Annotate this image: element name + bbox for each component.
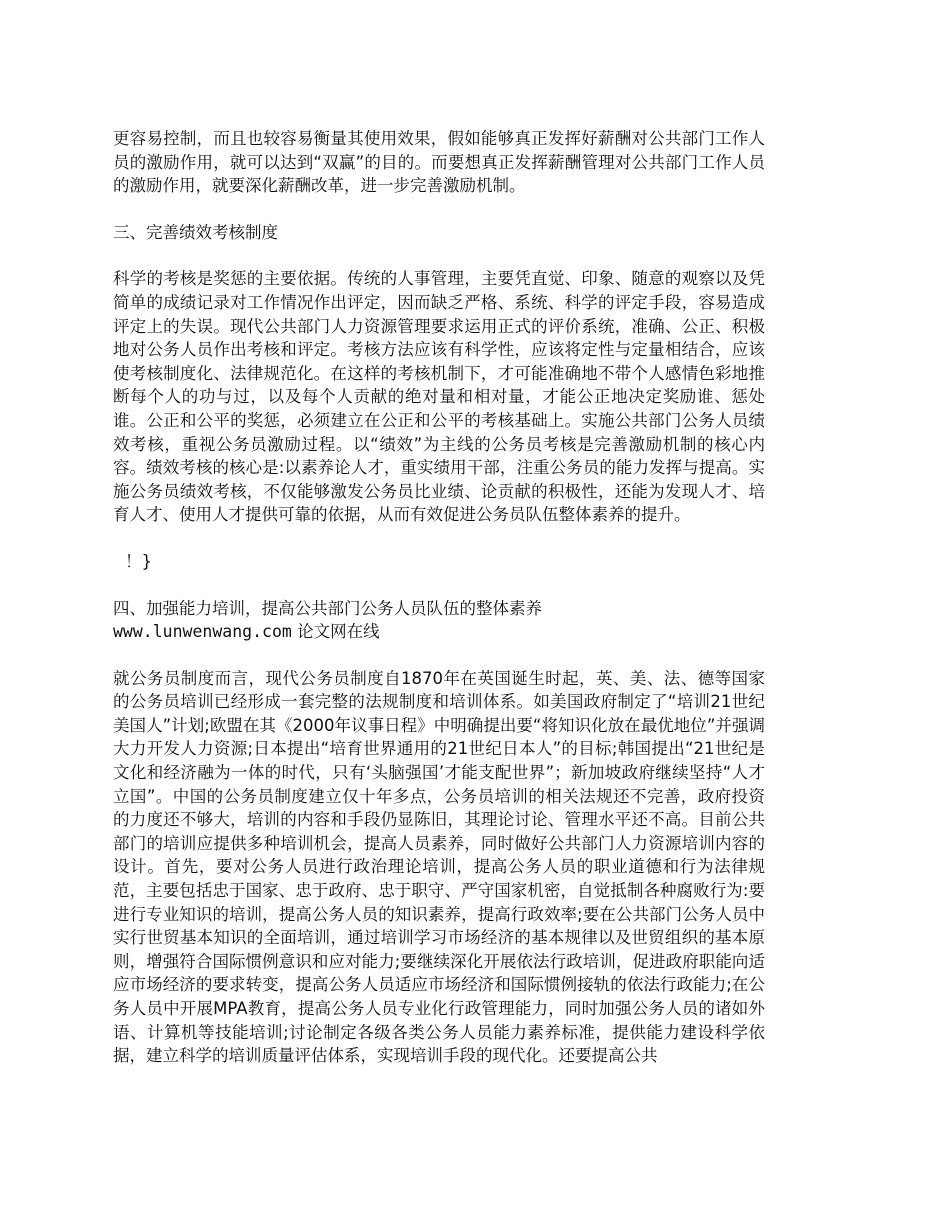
section-three-paragraph: 科学的考核是奖惩的主要依据。传统的人事管理，主要凭直觉、印象、随意的观察以及凭简单的成绩记录对工作情况作出评定，因而缺乏严格、系统、科学的评定手段，容易造成评定上的失误。现代公共部门人力资源管理要求运用正式的评价系统，准确、公正、积极地对公务人员作出考核和评定。考核方法应该有科学性，应该将定性与定量相结合，应该使考核制度化、法律规范化。在这样的考核机制下，才可能准确地不带个人感情色彩地推断每个人的功与过，以及每个人贡献的绝对量和相对量，才能公正地决定奖励谁、惩处谁。公正和公平的奖惩，必须建立在公正和公平的考核基础上。实施公共部门公务人员绩效考核，重视公务员激励过程。以“绩效”为主线的公务员考核是完善激励机制的核心内容。绩效考核的核心是:以素养论人才，重实绩用干部，注重公务员的能力发挥与提高。实施公务员绩效考核，不仅能够激发公务员比业绩、论贡献的积极性，还能为发现人才、培育人才、使用人才提供可靠的依据，从而有效促进公务员队伍整体素养的提升。: [113, 269, 765, 525]
spacer: [113, 574, 765, 597]
site-name: 论文网在线: [297, 622, 380, 642]
site-url: www.lunwenwang.com: [113, 622, 292, 642]
section-heading-three: 三、完善绩效考核制度: [113, 222, 278, 242]
spacer: [113, 244, 765, 267]
spacer: [113, 644, 765, 667]
spacer: [113, 198, 765, 221]
section-four-paragraph: 就公务员制度而言，现代公务员制度自1870年在英国诞生时起，英、美、法、德等国家的公务员培训已经形成一套完整的法规制度和培训体系。如美国政府制定了“培训21世纪美国人”计划;欧盟在其《2000年议事日程》中明确提出要“将知识化放在最优地位”并强调大力开发人力资源;日本提出“培育世界通用的21世纪日本人”的目标;韩国提出“21世纪是文化和经济融为一体的时代，只有‘头脑强国’才能支配世界”；新加坡政府继续坚持“人才立国”。中国的公务员制度建立仅十年多点，公务员培训的相关法规还不完善，政府投资的力度还不够大，培训的内容和手段仍显陈旧，其理论讨论、管理水平还不高。目前公共部门的培训应提供多种培训机会，提高人员素养，同时做好公共部门人力资源培训内容的设计。首先，要对公务人员进行政治理论培训，提高公务人员的职业道德和行为法律规范，主要包括忠于国家、忠于政府、忠于职守、严守国家机密，自觉抵制各种腐败行为:要进行专业知识的培训，提高公务人员的知识素养，提高行政效率;要在公共部门公务人员中实行世贸基本知识的全面培训，通过培训学习市场经济的基本规律以及世贸组织的基本原则，增强符合国际惯例意识和应对能力;要继续深化开展依法行政培训，促进政府职能向适应市场经济的要求转变，提高公务人员适应市场经济和国际惯例接轨的依法行政能力;在公务人员中开展MPA教育，提高公务人员专业化行政管理能力，同时加强公务人员的诸如外语、计算机等技能培训;讨论制定各级各类公务人员能力素养标准，提供能力建设科学依据，建立科学的培训质量评估体系，实现培训手段的现代化。还要提高公共: [113, 668, 765, 1066]
stray-mark: ！}: [125, 551, 152, 571]
section-heading-four: 四、加强能力培训，提高公共部门公务人员队伍的整体素养: [113, 598, 542, 618]
intro-paragraph: 更容易控制，而且也较容易衡量其使用效果，假如能够真正发挥好薪酬对公共部门工作人员的激励作用，就可以达到“双赢”的目的。而要想真正发挥薪酬管理对公共部门工作人员的激励作用，就要深化薪酬改革，进一步完善激励机制。: [113, 129, 765, 196]
spacer: [113, 527, 765, 550]
document-body: [113, 127, 765, 1068]
site-line: [113, 620, 765, 644]
